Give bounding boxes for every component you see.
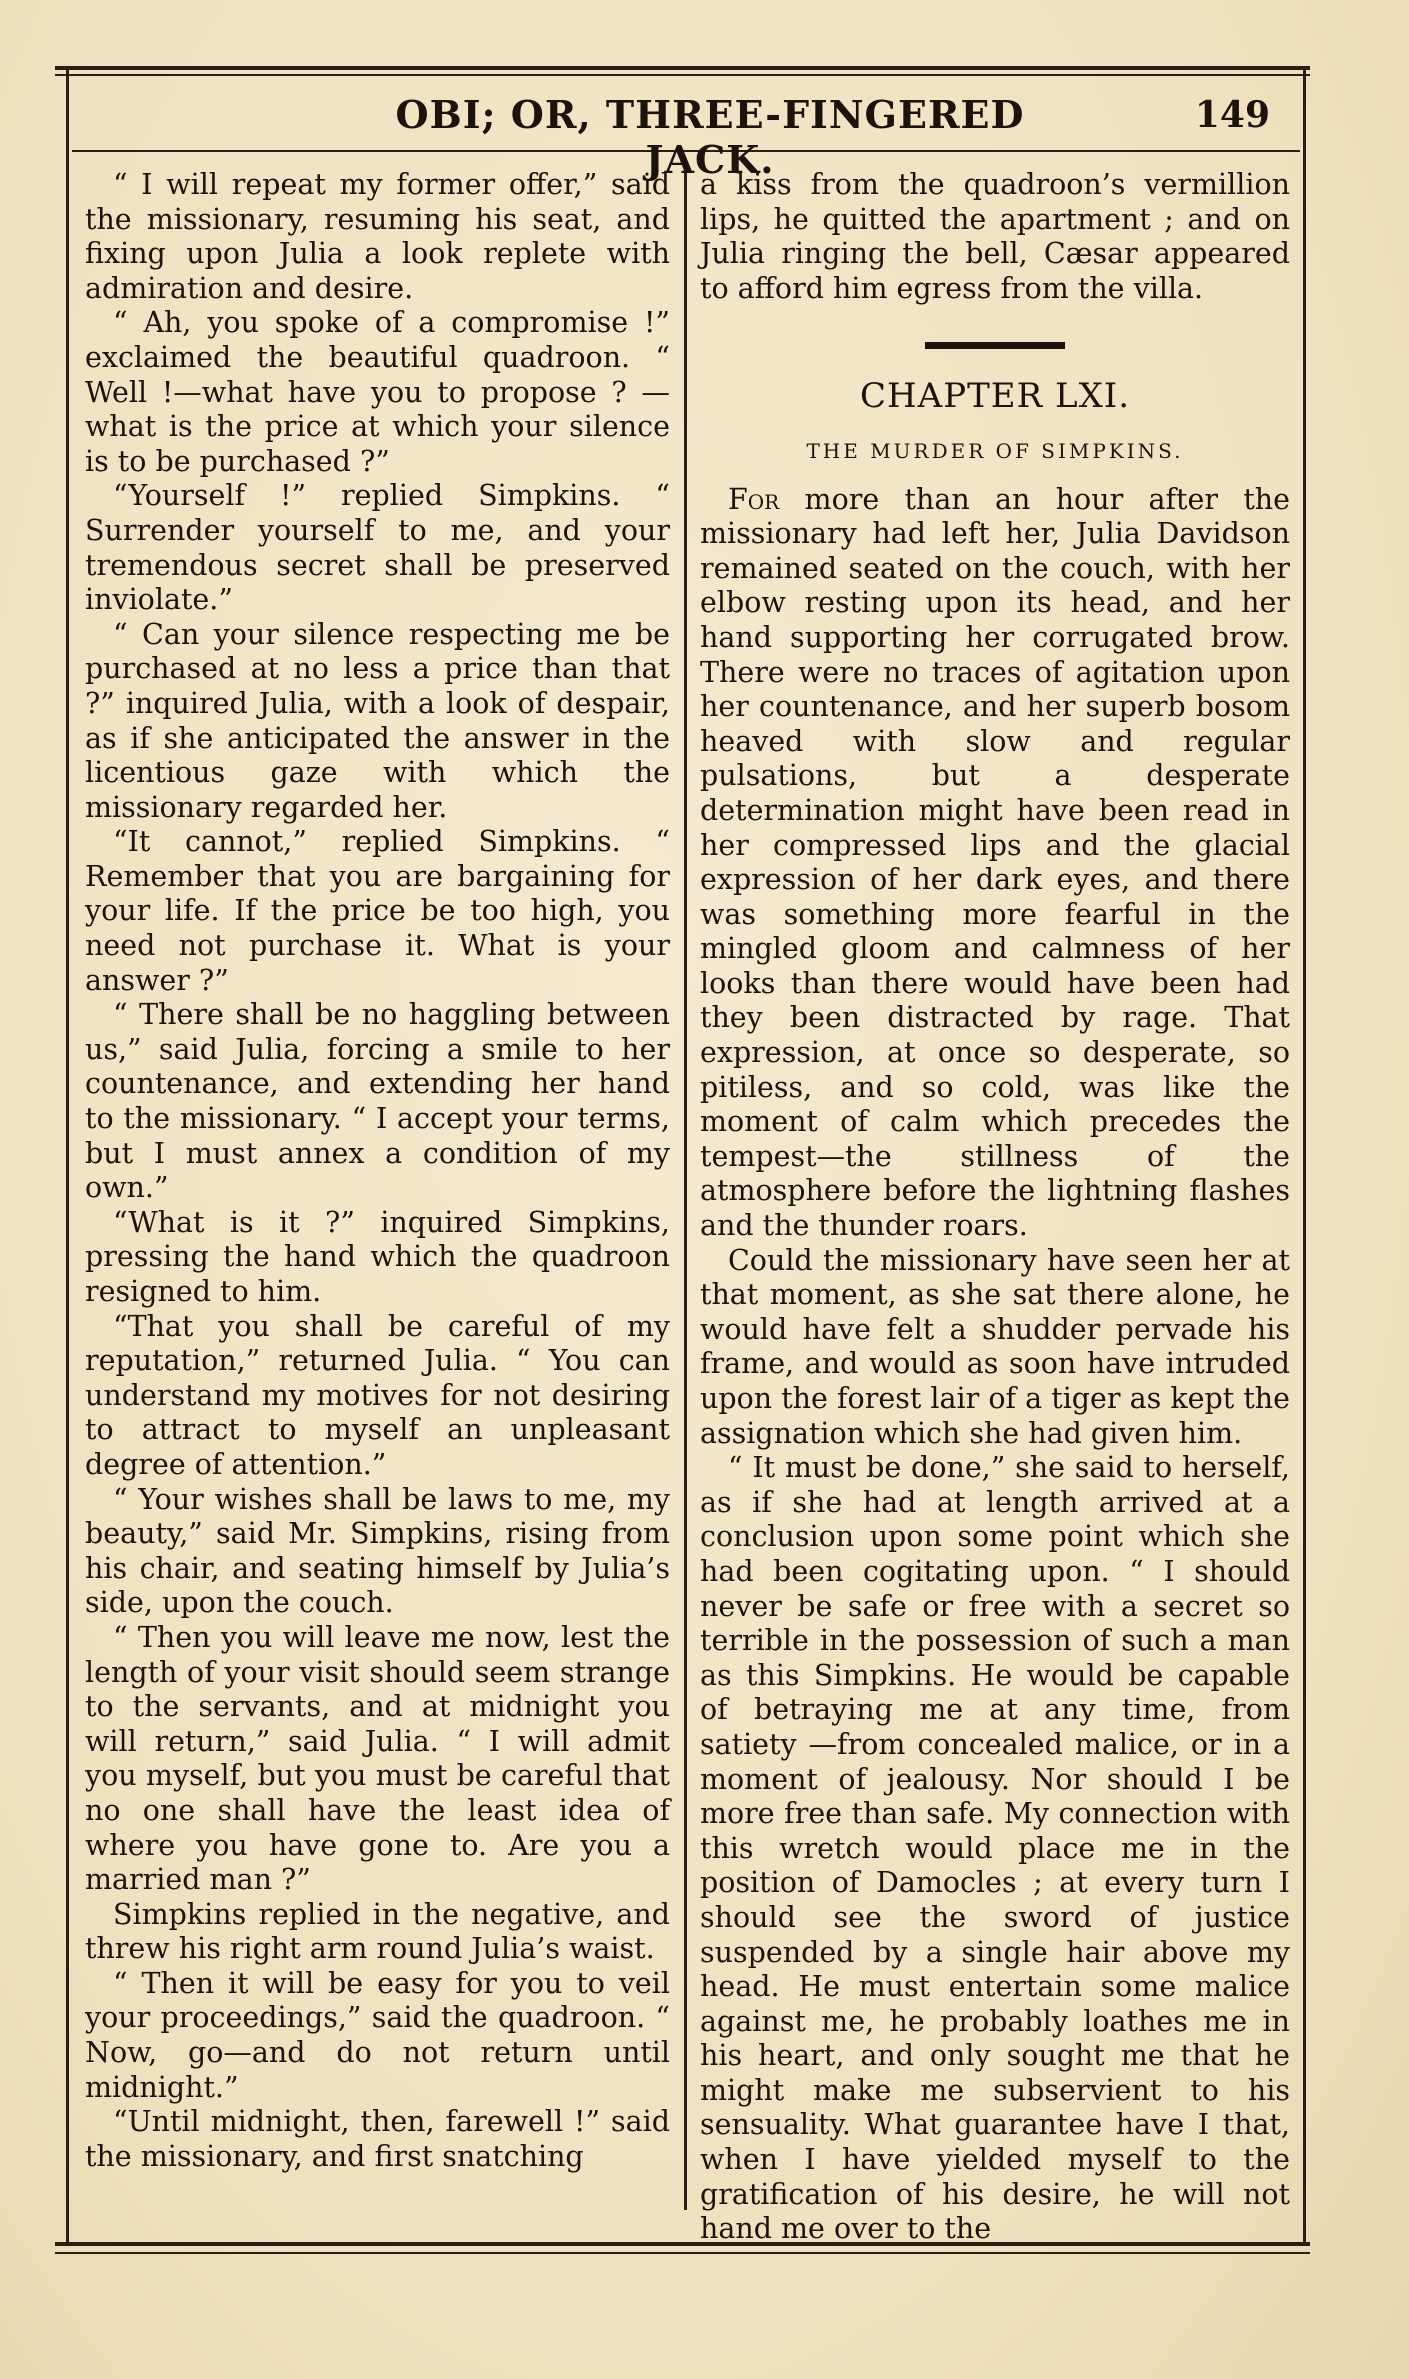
top-rule <box>55 66 1310 70</box>
paragraph: “ Then you will leave me now, lest the length of your visit should seem strange to the servants, and at midnight you will return,” said Julia. “ I will admit you myself, but you must be careful that no one shall have the least idea of where you have gone to. Are you a married man ?” <box>85 1620 670 1897</box>
paragraph: “It cannot,” replied Simpkins. “ Remember that you are bargaining for your life. If the price be too high, you need not purchase it. What is your answer ?” <box>85 825 670 997</box>
paragraph-text: more than an hour after the missionary had left her, Julia Davidson remained seated on the couch, with her elbow resting upon its head, and her hand supporting her corrugated brow. There were no traces of agitation upon her countenance, and her superb bosom heaved with slow and regular pulsations, but a desperate determination might have been read in her compressed lips and the glacial expression of her dark eyes, and there was something more fearful in the mingled gloom and calmness of her looks than there would have been had they been distracted by rage. That expression, at once so desperate, so pitiless, and so cold, was like the moment of calm which precedes the tempest—the stillness of the atmosphere before the lightning flashes and the thunder roars. <box>700 482 1290 1243</box>
left-column <box>85 168 670 2174</box>
paragraph: “ Then it will be easy for you to veil your proceedings,” said the quadroon. “ Now, go—and do not return until midnight.” <box>85 1966 670 2104</box>
chapter-title: CHAPTER LXI. <box>859 376 1131 417</box>
running-title: OBI; OR, THREE-FINGERED JACK. <box>395 92 1025 182</box>
right-column <box>700 168 1290 2247</box>
paragraph: “ Ah, you spoke of a compromise !” exclaimed the beautiful quadroon. “ Well !—what have you to propose ? —what is the price at which your silence is to be purchased ?” <box>85 306 670 478</box>
paragraph: “ I will repeat my former offer,” said the missionary, resuming his seat, and fixing upon Julia a look replete with admiration and desire. <box>85 168 670 305</box>
paragraph: “ It must be done,” she said to herself, as if she had at length arrived at a conclusion upon some point which she had been cogitating upon. “ I should never be safe or free with a secret so terrible in the possession of such a man as this Simpkins. He would be capable of betraying me at any time, from satiety —from concealed malice, or in a moment of jealousy. Nor should I be more free than safe. My connection with this wretch would place me in the position of Damocles ; at every turn I should see the sword of justice suspended by a single hair above my head. He must entertain some malice against me, he probably loathes me in his heart, and only sought me that he might make me subservient to his sensuality. What guarantee have I that, when I have yielded myself to the gratification of his desire, he will not hand me over to the <box>700 1451 1290 2246</box>
paragraph: “Until midnight, then, farewell !” said the missionary, and first snatching <box>85 2105 670 2173</box>
paragraph: “That you shall be careful of my reputation,” returned Julia. “ You can understand my motives for not desiring to attract to myself an unpleasant degree of attention.” <box>85 1309 670 1481</box>
chapter-separator <box>925 342 1065 349</box>
left-border <box>66 70 69 2242</box>
right-border <box>1303 70 1306 2242</box>
page-number: 149 <box>1194 94 1270 136</box>
paragraph: “Yourself !” replied Simpkins. “ Surrender yourself to me, and your tremendous secret shall be preserved inviolate.” <box>85 479 670 617</box>
column-divider <box>684 160 687 2210</box>
top-rule-thin <box>55 74 1310 76</box>
paragraph: “ Your wishes shall be laws to me, my beauty,” said Mr. Simpkins, rising from his chair, and seating himself by Julia’s side, upon the couch. <box>85 1482 670 1620</box>
paragraph: “ Can your silence respecting me be purchased at no less a price than that ?” inquired Julia, with a look of despair, as if she anticipated the answer in the licentious gaze with which the missionary regarded her. <box>85 617 670 824</box>
paragraph: “ There shall be no haggling between us,” said Julia, forcing a smile to her countenance, and extending her hand to the missionary. “ I accept your terms, but I must annex a condition of my own.” <box>85 998 670 1205</box>
paragraph <box>700 483 1290 1244</box>
initial-word: For <box>728 482 780 516</box>
bottom-rule-thin <box>55 2252 1310 2254</box>
chapter-subtitle: THE MURDER OF SIMPKINS. <box>806 438 1184 463</box>
continuation-paragraph: a kiss from the quadroon’s vermillion lips, he quitted the apartment ; and on Julia ringing the bell, Cæsar appeared to afford him egress from the villa. <box>700 168 1290 305</box>
paragraph: Could the missionary have seen her at that moment, as she sat there alone, he would have felt a shudder pervade his frame, and would as soon have intruded upon the forest lair of a tiger as kept the assignation which she had given him. <box>700 1243 1290 1450</box>
paragraph: Simpkins replied in the negative, and threw his right arm round Julia’s waist. <box>85 1897 670 1966</box>
paragraph: “What is it ?” inquired Simpkins, pressing the hand which the quadroon resigned to him. <box>85 1205 670 1308</box>
